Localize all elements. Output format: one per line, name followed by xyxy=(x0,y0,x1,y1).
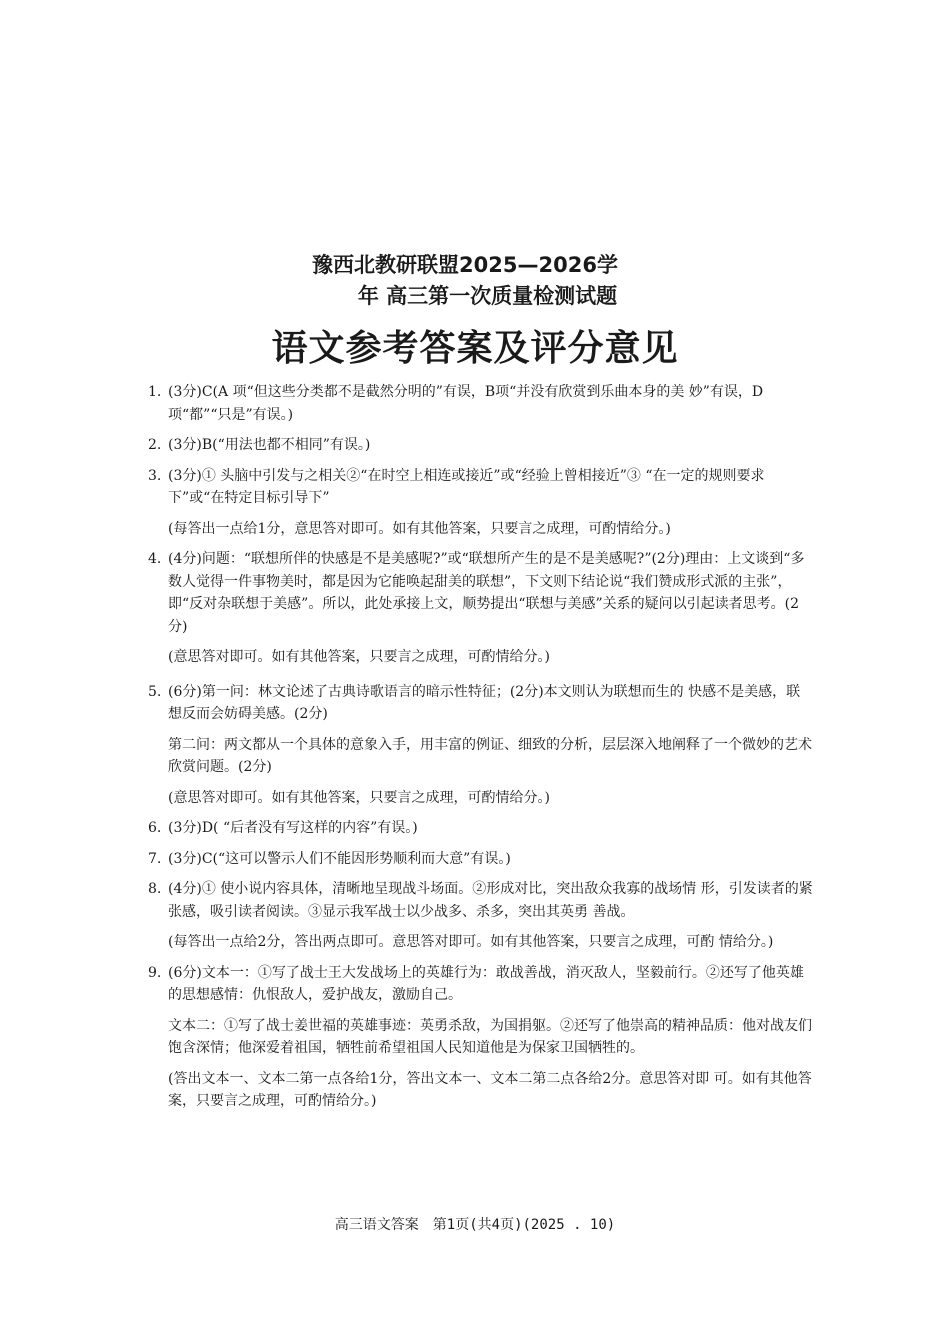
scoring-note: (每答出一点给2分，答出两点即可。意思答对即可。如有其他答案，只要言之成理，可酌 情给分。) xyxy=(168,934,774,950)
answer-text: (3分)① 头脑中引发与之相关②“在时空上相连或接近”或“经验上曾相接近”③ “在一定的规则要求下”或“在特定目标引导下” xyxy=(168,467,765,506)
answer-item-1 xyxy=(148,381,813,426)
answer-item-5 xyxy=(148,681,813,726)
answer-text: (3分)B(“用法也都不相同”有误。) xyxy=(168,437,371,453)
answer-continuation: 第二问：两文都从一个具体的意象入手，用丰富的例证、细致的分析，层层深入地阐释了一个微妙的艺术欣赏问题。(2分) xyxy=(168,736,812,775)
answer-number: 7. xyxy=(148,850,162,867)
answer-item-6 xyxy=(148,817,813,840)
answer-number: 8. xyxy=(148,881,162,897)
answer-text: (3分)D( “后者没有写这样的内容”有误。) xyxy=(168,820,418,836)
scoring-note: (每答出一点给1分，意思答对即可。如有其他答案，只要言之成理，可酌情给分。) xyxy=(168,520,671,537)
answer-item-2 xyxy=(148,434,813,457)
answer-number: 5. xyxy=(148,683,162,700)
exam-title xyxy=(0,250,950,312)
answer-number: 3. xyxy=(148,467,162,484)
answer-item-3 xyxy=(148,465,813,510)
answer-number: 4. xyxy=(148,551,162,567)
scoring-note: (意思答对即可。如有其他答案，只要言之成理，可酌情给分。) xyxy=(168,649,550,665)
answer-text: (3分)C(“这可以警示人们不能因形势顺利而大意”有误。) xyxy=(168,850,511,867)
exam-title-line2: 年 高三第一次质量检测试题 xyxy=(357,284,618,308)
answer-text: (6分)文本一：①写了战士王大发战场上的英雄行为：敢战善战，消灭敌人，坚毅前行。②还写了他英雄的思想感情：仇恨敌人，爱护战友，激励自己。 xyxy=(168,964,804,1003)
answer-item-8 xyxy=(148,878,813,923)
answer-list xyxy=(148,381,813,1121)
scoring-note: (意思答对即可。如有其他答案，只要言之成理，可酌情给分。) xyxy=(168,789,550,806)
exam-title-line1: 豫西北教研联盟2025—2026学 xyxy=(312,253,618,277)
answer-text: (6分)第一问：林文论述了古典诗歌语言的暗示性特征；(2分)本文则认为联想而生的 快感不是美感，联想反而会妨碍美感。(2分) xyxy=(168,683,801,722)
answer-text: (3分)C(A 项“但这些分类都不是截然分明的”有误，B项“并没有欣赏到乐曲本身的美 妙”有误，D项“都”“只是”有误。) xyxy=(168,384,764,423)
answer-continuation: 文本二：①写了战士姜世福的英雄事迹：英勇杀敌，为国捐躯。②还写了他崇高的精神品质：他对战友们饱含深情；他深爱着祖国，牺牲前希望祖国人民知道他是为保家卫国牺牲的。 xyxy=(168,1017,812,1056)
answer-text: (4分)问题：“联想所伴的快感是不是美感呢?”或“联想所产生的是不是美感呢?”(2分)理由：上文谈到“多数人觉得一件事物美时，都是因为它能唤起甜美的联想”，下文则下结论说“我们赞成形式派的主张”，即“反对杂联想于美感”。所以，此处承接上文，顺势提出“联想与美感”关系的疑问以引起读者思考。(2分) xyxy=(168,551,805,635)
answer-number: 2. xyxy=(148,437,162,453)
answer-item-9 xyxy=(148,962,813,1007)
answer-number: 1. xyxy=(148,384,162,400)
page-footer: 高三语文答案 第1页(共4页)(2025 . 10) xyxy=(334,1217,616,1233)
answer-number: 6. xyxy=(148,820,162,836)
scoring-note: (答出文本一、文本二第一点各给1分，答出文本一、文本二第二点各给2分。意思答对即 可。如有其他答案，只要言之成理，可酌情给分。) xyxy=(168,1070,812,1109)
answer-item-4 xyxy=(148,548,813,638)
answer-text: (4分)① 使小说内容具体，清晰地呈现战斗场面。②形成对比，突出敌众我寡的战场情 形，引发读者的紧张感，吸引读者阅读。③显示我军战士以少战多、杀多，突出其英勇 善战。 xyxy=(168,881,813,920)
page-title: 语文参考答案及评分意见 xyxy=(271,327,679,369)
answer-number: 9. xyxy=(148,964,162,981)
answer-item-7 xyxy=(148,848,813,871)
